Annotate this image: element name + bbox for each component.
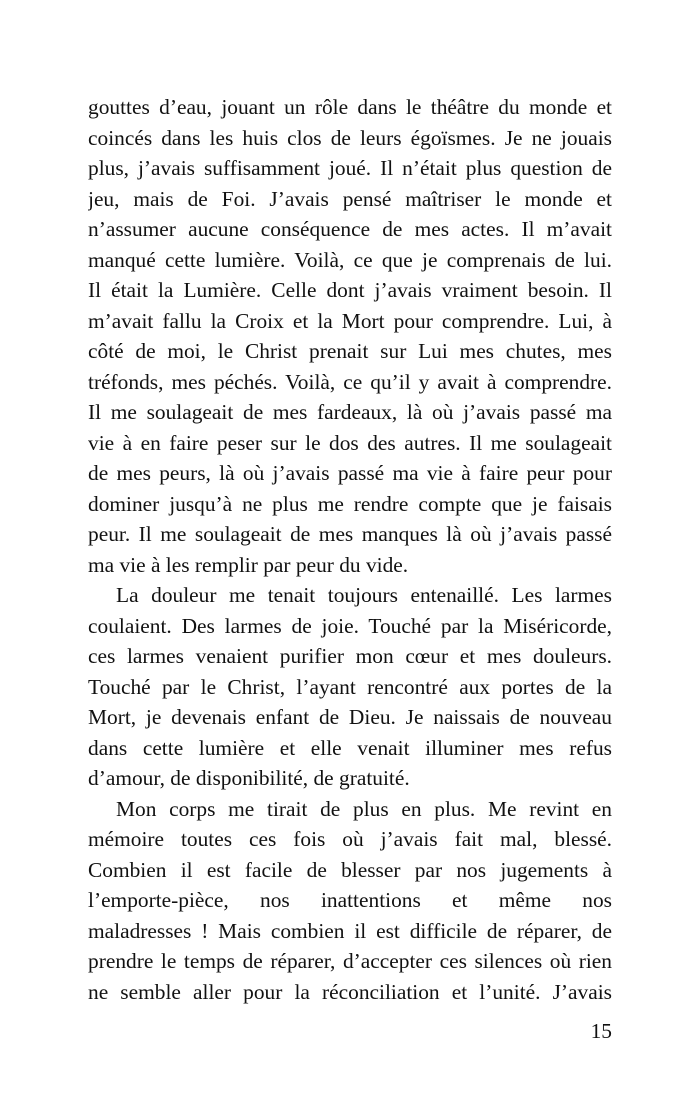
text-line: mémoire toutes ces fois où j’avais fait mal, blessé. (88, 827, 612, 851)
text-line: peur. Il me soulageait de mes manques là où j’avais passé (88, 522, 612, 546)
text-line: Combien il est facile de blesser par nos jugements à (88, 857, 612, 882)
text-line: Il était la Lumière. Celle dont j’avais vraiment besoin. Il (88, 278, 612, 302)
text-line: maladresses ! Mais combien il est difficile de réparer, de (88, 918, 612, 943)
text-line: Mon corps me tirait de plus en plus. Me revint en (116, 796, 612, 821)
text-line: coincés dans les huis clos de leurs égoïsmes. Je ne jouais (88, 125, 612, 150)
page-number: 15 (590, 1019, 612, 1043)
text-line: Mort, je devenais enfant de Dieu. Je naissais de nouveau (88, 705, 612, 729)
text-line: tréfonds, mes péchés. Voilà, ce qu’il y avait à comprendre. (88, 369, 612, 394)
text-line: de mes peurs, là où j’avais passé ma vie à faire peur pour (88, 461, 612, 485)
text-line: manqué cette lumière. Voilà, ce que je comprenais de lui. (88, 247, 612, 272)
paragraph-3 (88, 794, 612, 1008)
text-line: n’assumer aucune conséquence de mes actes. Il m’avait (88, 217, 612, 241)
text-line: La douleur me tenait toujours entenaillé. Les larmes (116, 583, 612, 607)
body-text (88, 92, 612, 1007)
text-line: côté de moi, le Christ prenait sur Lui mes chutes, mes (88, 339, 612, 363)
text-line: ces larmes venaient purifier mon cœur et mes douleurs. (88, 644, 612, 668)
text-line: Touché par le Christ, l’ayant rencontré aux portes de la (88, 674, 612, 699)
text-line: m’avait fallu la Croix et la Mort pour comprendre. Lui, à (88, 308, 612, 333)
text-line: ma vie à les remplir par peur du vide. (88, 552, 409, 577)
text-line: d’amour, de disponibilité, de gratuité. (88, 766, 410, 790)
text-line: Il me soulageait de mes fardeaux, là où j’avais passé ma (88, 400, 612, 424)
text-line: dominer jusqu’à ne plus me rendre compte que je faisais (88, 491, 612, 516)
text-line: vie à en faire peser sur le dos des autres. Il me soulageait (88, 430, 612, 455)
paragraph-1 (88, 92, 612, 580)
text-line: ne semble aller pour la réconciliation et l’unité. J’avais (88, 979, 612, 1004)
text-line: l’emporte-pièce, nos inattentions et même nos (88, 888, 612, 912)
text-line: prendre le temps de réparer, d’accepter ces silences où rien (88, 949, 612, 973)
text-line: gouttes d’eau, jouant un rôle dans le théâtre du monde et (88, 95, 612, 119)
text-line: dans cette lumière et elle venait illuminer mes refus (88, 735, 612, 760)
paragraph-2 (88, 580, 612, 794)
text-line: plus, j’avais suffisamment joué. Il n’était plus question de (88, 156, 612, 180)
text-line: coulaient. Des larmes de joie. Touché par la Miséricorde, (88, 613, 612, 638)
text-line: jeu, mais de Foi. J’avais pensé maîtriser le monde et (88, 186, 612, 211)
